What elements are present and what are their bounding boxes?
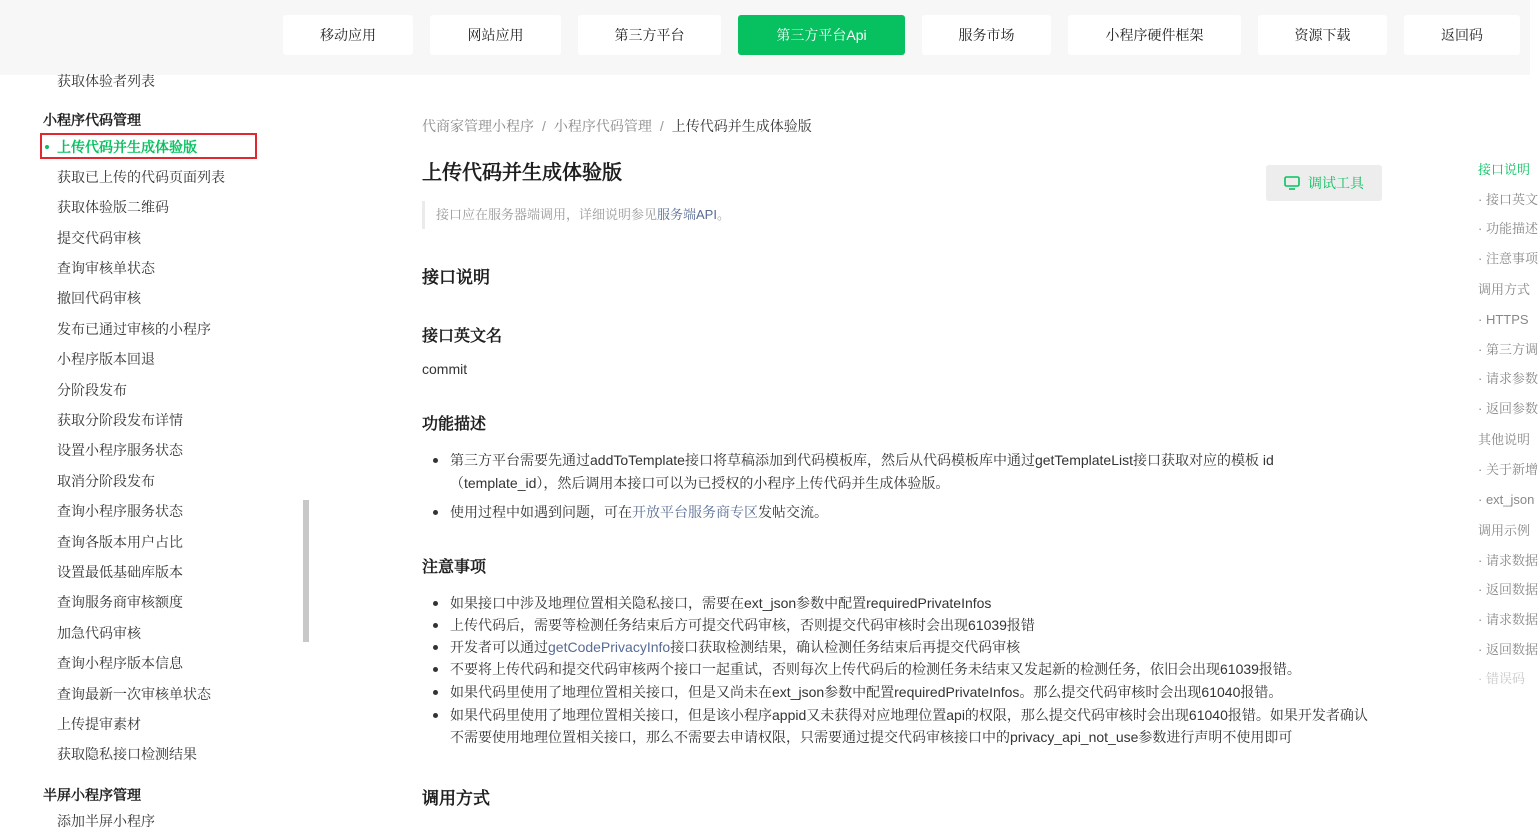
sidebar-item[interactable]: 设置最低基础库版本 [57,564,183,580]
toc-item[interactable]: · 第三方调 [1478,342,1538,357]
list-item [450,501,828,524]
nav-third-party-platform[interactable]: 第三方平台 [578,15,721,55]
monitor-icon [1284,176,1300,190]
page-title: 上传代码并生成体验版 [422,162,622,184]
toc-item[interactable]: · 返回数据 [1478,582,1538,597]
nav-web-app[interactable]: 网站应用 [430,15,561,55]
toc-item[interactable]: 调用方式 [1478,282,1531,297]
list-item [450,449,1274,495]
sidebar-item[interactable]: 获取分阶段发布详情 [57,412,183,428]
list-item: 不要将上传代码和提交代码审核两个接口一起重试，否则每次上传代码后的检测任务未结束又发起新的检测任务，依旧会出现61039报错。 [450,658,1301,680]
sidebar-item[interactable]: 小程序版本回退 [57,351,155,367]
section-title-notice: 注意事项 [422,559,487,576]
nav-third-party-api[interactable]: 第三方平台Api [738,15,905,55]
list-item: 如果代码里使用了地理位置相关接口，但是又尚未在ext_json参数中配置requiredPrivateInfos。那么提交代码审核时会出现61040报错。 [450,681,1282,703]
list-item-text: 不需要使用地理位置相关接口，那么不需要去申请权限，只需要通过提交代码审核接口中的privacy_api_not_use参数进行声明不使用即可 [450,729,1293,745]
section-title-en-name: 接口英文名 [422,328,503,345]
sidebar-item[interactable]: 查询小程序服务状态 [57,503,183,519]
sidebar-item[interactable]: 查询审核单状态 [57,260,155,276]
breadcrumb-current: 上传代码并生成体验版 [671,118,812,134]
note-text: 接口应在服务器端调用，详细说明参见 [436,207,658,222]
nav-mobile-app[interactable]: 移动应用 [283,15,413,55]
nav-hardware-framework[interactable]: 小程序硬件框架 [1068,15,1241,55]
note-suffix: 。 [716,207,730,222]
sidebar-item[interactable]: 获取已上传的代码页面列表 [57,169,225,185]
sidebar-scrollbar-track [302,75,310,821]
breadcrumb [422,117,812,135]
list-item-text: 第三方平台需要先通过addToTemplate接口将草稿添加到代码模板库，然后从代码模板库中通过getTemplateList接口获取对应的模板 id [450,452,1274,468]
sidebar-item[interactable]: 获取隐私接口检测结果 [57,746,197,762]
table-of-contents [1470,155,1538,715]
sidebar-item-active[interactable]: 上传代码并生成体验版 [57,139,197,155]
toc-item[interactable]: 调用示例 [1478,523,1531,538]
toc-item[interactable]: · 关于新增 [1478,462,1538,477]
toc-item-active[interactable]: 接口说明 [1478,162,1531,177]
toc-item[interactable]: · HTTPS [1478,312,1529,327]
nav-resource-download[interactable]: 资源下载 [1258,15,1387,55]
sidebar-item[interactable]: 加急代码审核 [57,625,141,641]
sidebar-item[interactable]: 发布已通过审核的小程序 [57,321,211,337]
sidebar-item[interactable]: 查询服务商审核额度 [57,594,183,610]
debug-tool-label: 调试工具 [1308,175,1364,191]
sidebar-group-title[interactable]: 半屏小程序管理 [43,787,141,803]
active-dot-icon [45,145,49,149]
breadcrumb-separator: / [659,118,664,134]
list-item [450,636,1020,658]
server-api-link[interactable]: 服务端API [657,207,717,222]
sidebar-item[interactable]: 查询小程序版本信息 [57,655,183,671]
sidebar-item[interactable]: 获取体验者列表 [57,73,155,89]
toc-item[interactable]: · 返回参数 [1478,401,1538,416]
toc-item[interactable]: · 错误码 [1478,671,1525,686]
list-item-text: 开发者可以通过 [450,639,548,655]
list-item-text: 接口获取检测结果，确认检测任务结束后再提交代码审核 [670,639,1021,655]
toc-item[interactable]: · 请求参数 [1478,371,1538,386]
nav-service-market[interactable]: 服务市场 [922,15,1051,55]
top-nav-bar [0,0,1530,75]
sidebar-item[interactable]: 设置小程序服务状态 [57,442,183,458]
list-item [450,704,1368,748]
sidebar-scrollbar-thumb[interactable] [303,500,309,642]
toc-item[interactable]: · 请求数据 [1478,612,1538,627]
sidebar-item[interactable]: 添加半屏小程序 [57,813,155,829]
get-code-privacy-info-link[interactable]: getCodePrivacyInfo [548,639,671,655]
sidebar-item[interactable]: 查询各版本用户占比 [57,534,183,550]
nav-return-code[interactable]: 返回码 [1404,15,1520,55]
section-title-function: 功能描述 [422,416,487,433]
sidebar-item[interactable]: 查询最新一次审核单状态 [57,686,211,702]
list-item-text: 发帖交流。 [758,504,828,520]
breadcrumb-item[interactable]: 小程序代码管理 [553,118,652,134]
list-item: 上传代码后，需要等检测任务结束后方可提交代码审核，否则提交代码审核时会出现61039报错 [450,614,1035,636]
service-zone-link[interactable]: 开放平台服务商专区 [632,504,758,520]
list-item-text: （template_id），然后调用本接口可以为已授权的小程序上传代码并生成体验版。 [450,475,950,491]
sidebar-item[interactable]: 分阶段发布 [57,382,127,398]
sidebar-item[interactable]: 提交代码审核 [57,230,141,246]
list-item-text: 使用过程中如遇到问题，可在 [450,504,632,520]
toc-item[interactable]: · 请求数据 [1478,553,1538,568]
sidebar-group-title[interactable]: 小程序代码管理 [43,112,141,128]
server-side-note [422,201,730,229]
list-item: 如果接口中涉及地理位置相关隐私接口，需要在ext_json参数中配置requiredPrivateInfos [450,592,991,614]
section-title-call: 调用方式 [422,789,490,808]
toc-item[interactable]: 其他说明 [1478,432,1531,447]
toc-item[interactable]: · 接口英文 [1478,192,1538,207]
breadcrumb-separator: / [542,118,546,134]
section-title-api: 接口说明 [422,268,490,287]
toc-item[interactable]: · 注意事项 [1478,251,1538,266]
en-name-value: commit [422,361,468,377]
list-item-text: 如果代码里使用了地理位置相关接口，但是该小程序appid又未获得对应地理位置api的权限，那么提交代码审核时会出现61040报错。如果开发者确认 [450,707,1368,723]
toc-item[interactable]: · ext_json [1478,492,1535,507]
sidebar [24,73,302,829]
toc-item[interactable]: · 功能描述 [1478,221,1538,236]
toc-item[interactable]: · 返回数据 [1478,642,1538,657]
breadcrumb-item[interactable]: 代商家管理小程序 [422,118,534,134]
debug-tool-button[interactable] [1266,165,1382,201]
sidebar-item[interactable]: 上传提审素材 [57,716,141,732]
sidebar-item[interactable]: 撤回代码审核 [57,290,141,306]
sidebar-item[interactable]: 取消分阶段发布 [57,473,155,489]
sidebar-item[interactable]: 获取体验版二维码 [57,199,169,215]
